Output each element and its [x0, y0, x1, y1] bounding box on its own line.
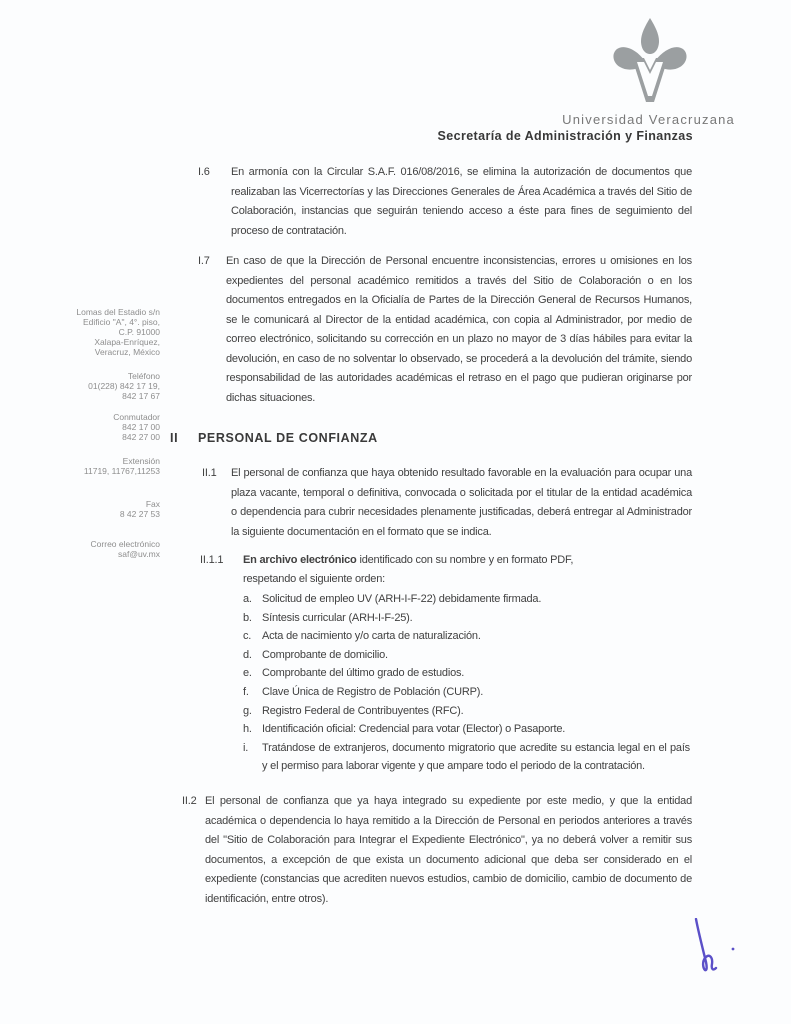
list-item: [243, 683, 690, 702]
clause-text: En caso de que la Dirección de Personal encuentre inconsistencias, errores u omisiones en los expedientes del personal académico remitidos a través del Sitio de Colaboración o en los documentos entregados en la Oficialía de Partes de la Dirección General de Recursos Humanos, se le comunicará al Director de la entidad académica, con copia al Administrador, por medio de correo electrónico, solicitando su corrección en un plazo no mayor de 3 días hábiles para evitar la devolución, en caso de no solventar lo observado, se procederá a la devolución del trámite, siendo responsabilidad de las autoridades académicas el retraso en el pago que pudieran originarse por dichas situaciones.: [226, 255, 692, 404]
address-block: [20, 307, 160, 357]
list-letter: h.: [243, 723, 252, 736]
list-item: [243, 590, 690, 609]
handwritten-mark: [686, 918, 746, 982]
email-label: Correo electrónico: [90, 539, 160, 549]
list-text: Solicitud de empleo UV (ARH-I-F-22) debidamente firmada.: [262, 593, 542, 605]
list-text: Acta de nacimiento y/o carta de naturalización.: [262, 630, 481, 643]
list-text: Clave Única de Registro de Población (CURP).: [262, 685, 484, 698]
department-name: Secretaría de Administración y Finanzas: [437, 129, 693, 143]
phone-label: Teléfono: [127, 371, 160, 381]
list-letter: f.: [243, 685, 249, 698]
list-letter: e.: [243, 667, 252, 680]
clause-number: II.1: [202, 467, 217, 479]
section-heading-II: [170, 431, 378, 445]
clause-text: El personal de confianza que haya obtenido resultado favorable en la evaluación para ocupar una plaza vacante, temporal o definitiva, convocada o solicitada por el titular de la entidad académica o dependencia para cubrir necesidades plenamente justificadas, deberá entregar al Administrador la siguiente documentación en el formato que se indica.: [231, 467, 692, 538]
phone-block: [20, 371, 160, 401]
clause-lead-line2: respetando el siguiente orden:: [243, 573, 385, 585]
list-item: [243, 646, 690, 665]
list-text: Comprobante de domicilio.: [262, 648, 388, 661]
email-address: saf@uv.mx: [117, 549, 160, 559]
uv-fleur-de-lis-logo: [610, 16, 690, 110]
clause-number: II.2: [182, 795, 197, 807]
extension-label: Extensión: [122, 456, 160, 466]
switchboard-number: 842 17 00: [122, 422, 160, 432]
clause-lead-bold: En archivo electrónico: [243, 554, 357, 566]
section-title: PERSONAL DE CONFIANZA: [198, 431, 378, 445]
phone-number: 842 17 67: [122, 391, 160, 401]
fax-block: [20, 499, 160, 519]
document-checklist: [243, 590, 690, 776]
switchboard-number: 842 27 00: [122, 432, 160, 442]
fax-label: Fax: [145, 499, 160, 509]
list-letter: c.: [243, 630, 252, 643]
list-item: [243, 739, 690, 776]
list-item: [243, 720, 690, 739]
clause-II11: [200, 551, 690, 776]
list-text: Tratándose de extranjeros, documento migratorio que acredite su estancia legal en el país y el permiso para laborar vigente y que ampare todo el periodo de la contratación.: [262, 741, 690, 773]
address-line: Veracruz, México: [94, 347, 160, 357]
extension-numbers: 11719, 11767,11253: [83, 466, 160, 476]
list-letter: a.: [243, 593, 252, 605]
list-letter: b.: [243, 611, 252, 624]
switchboard-block: [20, 412, 160, 442]
clause-number: I.7: [198, 255, 210, 267]
clause-lead: [243, 551, 690, 570]
section-number: II: [170, 431, 179, 445]
ink-dot: [732, 948, 735, 951]
list-item: [243, 664, 690, 683]
address-line: Xalapa-Enríquez,: [94, 337, 160, 347]
address-line: C.P. 91000: [118, 327, 160, 337]
clause-number: II.1.1: [200, 554, 224, 566]
clause-number: I.6: [198, 166, 210, 178]
clause-body: [243, 551, 690, 776]
list-letter: i.: [243, 741, 249, 754]
clause-lead-rest: identificado con su nombre y en formato PDF,: [356, 554, 574, 566]
university-name: Universidad Veracruzana: [562, 112, 735, 127]
list-letter: d.: [243, 648, 252, 661]
fax-number: 8 42 27 53: [119, 509, 160, 519]
clause-I6: [198, 163, 692, 241]
clause-I7: [198, 252, 692, 408]
address-line: Edificio "A", 4°. piso,: [83, 317, 160, 327]
list-text: Identificación oficial: Credencial para votar (Elector) o Pasaporte.: [262, 723, 566, 736]
list-letter: g.: [243, 704, 252, 717]
address-line: Lomas del Estadio s/n: [76, 307, 160, 317]
phone-number: 01(228) 842 17 19,: [88, 381, 160, 391]
list-text: Registro Federal de Contribuyentes (RFC).: [262, 704, 464, 717]
clause-text: El personal de confianza que ya haya integrado su expediente por este medio, y que la entidad académica o dependencia lo haya remitido a la Dirección de Personal en periodos anteriores a través del "Sitio de Colaboración para Integrar el Expediente Electrónico", ya no deberá volver a remitir sus documentos, a excepción de que exista un documento adicional que deba ser considerado en el expediente (constancias que acrediten nuevos estudios, cambio de domicilio, cambio de documento de identificación, entre otros).: [205, 795, 692, 905]
switchboard-label: Conmutador: [113, 412, 160, 422]
list-item: [243, 609, 690, 628]
extension-block: [20, 456, 160, 476]
list-item: [243, 627, 690, 646]
list-text: Comprobante del último grado de estudios.: [262, 667, 465, 680]
list-text: Síntesis curricular (ARH-I-F-25).: [262, 611, 413, 624]
email-block: [20, 539, 160, 559]
clause-text: En armonía con la Circular S.A.F. 016/08/2016, se elimina la autorización de documentos que realizaban las Vicerrectorías y las Direcciones Generales de Área Académica a través del Sitio de Colaboración, instancias que seguirán teniendo acceso a éste para fines de seguimiento del proceso de contratación.: [231, 166, 692, 237]
clause-II1: [202, 464, 692, 542]
contact-sidebar: [20, 307, 160, 559]
list-item: [243, 702, 690, 721]
clause-II2: [182, 792, 692, 909]
